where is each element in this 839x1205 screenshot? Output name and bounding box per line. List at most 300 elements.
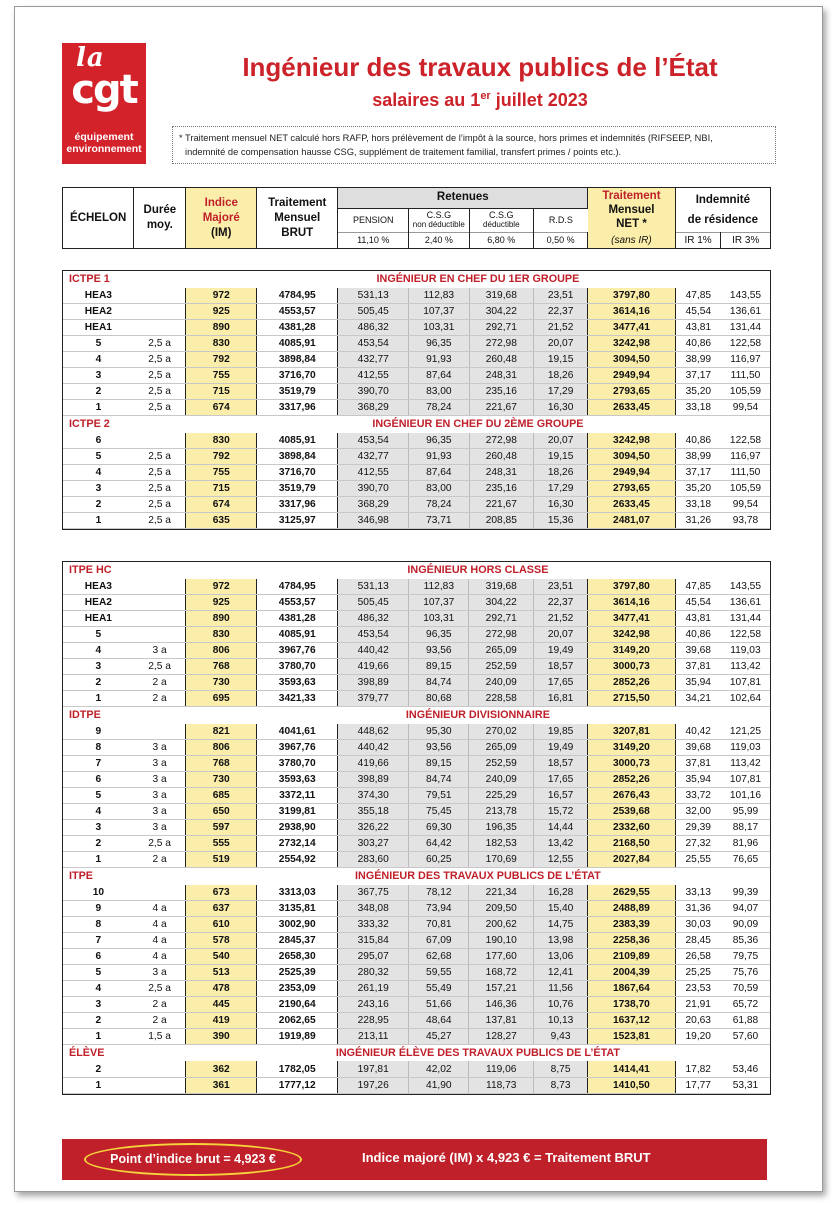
- cell-ir3: 99,54: [721, 497, 770, 513]
- cell-pen: 531,13: [338, 579, 409, 595]
- cell-ech: 5: [63, 627, 134, 643]
- cell-rds: 18,57: [534, 659, 588, 675]
- cell-im: 695: [186, 691, 257, 707]
- cell-im: 445: [186, 996, 257, 1012]
- cell-net: 3149,20: [588, 643, 675, 659]
- cell-rds: 19,49: [534, 740, 588, 756]
- cell-csg1: 70,81: [409, 916, 469, 932]
- cell-ir3: 116,97: [721, 352, 770, 368]
- cell-pen: 390,70: [338, 384, 409, 400]
- cell-ir3: 93,78: [721, 513, 770, 529]
- col-indemnite: [675, 188, 770, 232]
- cell-ech: 8: [63, 740, 134, 756]
- cell-brut: 3135,81: [257, 900, 338, 916]
- cell-csg1: 83,00: [409, 481, 469, 497]
- cell-pen: 453,54: [338, 433, 409, 449]
- cell-im: 792: [186, 449, 257, 465]
- cell-ir1: 33,13: [675, 885, 721, 901]
- cell-csg1: 89,15: [409, 756, 469, 772]
- cell-pen: 280,32: [338, 964, 409, 980]
- cell-im: 830: [186, 433, 257, 449]
- cell-csg2: 319,68: [469, 288, 534, 304]
- cell-rds: 22,37: [534, 595, 588, 611]
- cell-ir3: 122,58: [721, 627, 770, 643]
- cell-ir1: 35,94: [675, 772, 721, 788]
- cell-im: 519: [186, 852, 257, 868]
- cell-dur: 4 a: [134, 900, 186, 916]
- cell-dur: 2,5 a: [134, 497, 186, 513]
- cell-brut: 4784,95: [257, 579, 338, 595]
- page-subtitle: [150, 90, 810, 111]
- cell-dur: 2 a: [134, 852, 186, 868]
- cell-net: 2383,39: [588, 916, 675, 932]
- cell-csg1: 96,35: [409, 336, 469, 352]
- cell-rds: 19,49: [534, 643, 588, 659]
- cell-pen: 368,29: [338, 497, 409, 513]
- cell-brut: 3967,76: [257, 643, 338, 659]
- cell-im: 925: [186, 304, 257, 320]
- cell-net: 3000,73: [588, 659, 675, 675]
- cell-pen: 197,81: [338, 1061, 409, 1077]
- cell-rds: 23,51: [534, 579, 588, 595]
- cell-ir1: 47,85: [675, 288, 721, 304]
- cell-ir3: 102,64: [721, 691, 770, 707]
- cell-dur: 2 a: [134, 996, 186, 1012]
- cell-brut: 3421,33: [257, 691, 338, 707]
- grade-code: ICTPE 1: [69, 273, 110, 285]
- cell-brut: 3313,03: [257, 885, 338, 901]
- cell-brut: 2732,14: [257, 836, 338, 852]
- cell-ir1: 33,72: [675, 788, 721, 804]
- point-indice-badge: Point d’indice brut = 4,923 €: [84, 1143, 302, 1176]
- cell-dur: 2,5 a: [134, 352, 186, 368]
- cell-pen: 412,55: [338, 368, 409, 384]
- cell-rds: 19,15: [534, 352, 588, 368]
- table-row: [63, 724, 770, 740]
- cell-ir1: 26,58: [675, 948, 721, 964]
- grade-title: INGÉNIEUR HORS CLASSE: [407, 564, 549, 576]
- subtitle-sup: er: [480, 90, 491, 102]
- cell-dur: 4 a: [134, 932, 186, 948]
- col-net-line1: Traitement: [602, 190, 661, 202]
- cell-ech: 1: [63, 852, 134, 868]
- cell-ir1: 29,39: [675, 820, 721, 836]
- cell-ir3: 136,61: [721, 304, 770, 320]
- cell-csg1: 73,94: [409, 900, 469, 916]
- cell-rds: 13,98: [534, 932, 588, 948]
- col-indice: [186, 188, 257, 248]
- cell-dur: 2,5 a: [134, 836, 186, 852]
- cell-ech: 5: [63, 964, 134, 980]
- cell-ech: 2: [63, 675, 134, 691]
- rate-rds: 0,50 %: [534, 232, 588, 248]
- cell-csg1: 78,24: [409, 497, 469, 513]
- cell-net: 1867,64: [588, 980, 675, 996]
- cell-dur: 2,5 a: [134, 980, 186, 996]
- cell-ir3: 99,54: [721, 400, 770, 416]
- cell-ech: 1: [63, 513, 134, 529]
- cell-net: 3477,41: [588, 320, 675, 336]
- cell-rds: 23,51: [534, 288, 588, 304]
- cell-pen: 326,22: [338, 820, 409, 836]
- cell-rds: 18,26: [534, 465, 588, 481]
- cell-csg1: 87,64: [409, 368, 469, 384]
- cell-ir3: 131,44: [721, 320, 770, 336]
- cell-im: 830: [186, 336, 257, 352]
- cell-dur: 2 a: [134, 1012, 186, 1028]
- cell-csg2: 240,09: [469, 675, 534, 691]
- cell-ir1: 27,32: [675, 836, 721, 852]
- col-echelon: ÉCHELON: [63, 188, 134, 248]
- cell-dur: 3 a: [134, 756, 186, 772]
- cell-im: 578: [186, 932, 257, 948]
- cell-csg1: 64,42: [409, 836, 469, 852]
- cell-net: 3477,41: [588, 611, 675, 627]
- cell-ir3: 101,16: [721, 788, 770, 804]
- grade-title: INGÉNIEUR ÉLÈVE DES TRAVAUX PUBLICS DE L’ÉTAT: [335, 1046, 620, 1059]
- cell-dur: 2,5 a: [134, 368, 186, 384]
- cell-ech: 4: [63, 643, 134, 659]
- cell-csg2: 260,48: [469, 449, 534, 465]
- cell-net: 2852,26: [588, 675, 675, 691]
- cell-net: 2481,07: [588, 513, 675, 529]
- cell-ir1: 33,18: [675, 497, 721, 513]
- cell-rds: 17,29: [534, 384, 588, 400]
- cell-ir3: 53,46: [721, 1061, 770, 1077]
- cell-net: 2633,45: [588, 400, 675, 416]
- cell-ir1: 17,77: [675, 1077, 721, 1093]
- cell-pen: 505,45: [338, 304, 409, 320]
- cell-brut: 3317,96: [257, 400, 338, 416]
- cell-net: 2332,60: [588, 820, 675, 836]
- cell-pen: 374,30: [338, 788, 409, 804]
- cell-rds: 20,07: [534, 433, 588, 449]
- cell-dur: 2,5 a: [134, 481, 186, 497]
- cell-pen: 432,77: [338, 449, 409, 465]
- col-csg1-label: C.S.G: [426, 210, 452, 220]
- logo-line-2: environnement: [66, 143, 142, 155]
- cell-ir1: 33,18: [675, 400, 721, 416]
- section-header: [63, 271, 770, 288]
- cell-ech: 6: [63, 948, 134, 964]
- cell-brut: 4085,91: [257, 627, 338, 643]
- cell-brut: 3125,97: [257, 513, 338, 529]
- cell-net: 2629,55: [588, 885, 675, 901]
- cell-pen: 379,77: [338, 691, 409, 707]
- cell-net: 2539,68: [588, 804, 675, 820]
- col-indice-line1: Indice: [204, 196, 238, 209]
- cell-pen: 390,70: [338, 481, 409, 497]
- col-ir3: IR 3%: [721, 232, 770, 248]
- cell-csg1: 84,74: [409, 675, 469, 691]
- cell-dur: 4 a: [134, 948, 186, 964]
- salary-table-chief: [62, 270, 771, 530]
- cell-im: 821: [186, 724, 257, 740]
- cell-im: 419: [186, 1012, 257, 1028]
- cell-ir3: 143,55: [721, 288, 770, 304]
- cell-csg2: 137,81: [469, 1012, 534, 1028]
- cell-ir3: 136,61: [721, 595, 770, 611]
- cell-brut: 3593,63: [257, 772, 338, 788]
- cell-im: 478: [186, 980, 257, 996]
- col-net: [588, 188, 675, 232]
- cell-ir3: 131,44: [721, 611, 770, 627]
- table-row: [63, 980, 770, 996]
- cell-pen: 346,98: [338, 513, 409, 529]
- col-brut-line1: Traitement: [268, 196, 327, 209]
- cell-csg2: 225,29: [469, 788, 534, 804]
- cell-dur: 2,5 a: [134, 400, 186, 416]
- cell-dur: 3 a: [134, 740, 186, 756]
- cell-rds: 8,75: [534, 1061, 588, 1077]
- section-header: [63, 868, 770, 885]
- cell-rds: 17,65: [534, 772, 588, 788]
- section-header: [63, 416, 770, 433]
- cell-ir3: 113,42: [721, 659, 770, 675]
- cell-brut: 3002,90: [257, 916, 338, 932]
- footer-banner: [62, 1139, 767, 1180]
- cell-rds: 12,55: [534, 852, 588, 868]
- grade-title: INGÉNIEUR EN CHEF DU 1ER GROUPE: [376, 273, 580, 285]
- cell-ir3: 90,09: [721, 916, 770, 932]
- cell-brut: 4041,61: [257, 724, 338, 740]
- logo-subtitle: [62, 131, 146, 155]
- cell-pen: 213,11: [338, 1028, 409, 1044]
- cell-csg2: 196,35: [469, 820, 534, 836]
- cell-ir3: 88,17: [721, 820, 770, 836]
- cell-pen: 448,62: [338, 724, 409, 740]
- cell-ech: HEA2: [63, 304, 134, 320]
- cell-ech: 3: [63, 820, 134, 836]
- cell-csg1: 67,09: [409, 932, 469, 948]
- table-row: [63, 336, 770, 352]
- cell-rds: 16,57: [534, 788, 588, 804]
- cgt-logo: [62, 43, 146, 164]
- table-row: [63, 772, 770, 788]
- cell-im: 755: [186, 465, 257, 481]
- cell-brut: 2938,90: [257, 820, 338, 836]
- cell-csg2: 119,06: [469, 1061, 534, 1077]
- grade-title: INGÉNIEUR EN CHEF DU 2ÈME GROUPE: [372, 418, 584, 431]
- cell-ir1: 30,03: [675, 916, 721, 932]
- cell-csg1: 84,74: [409, 772, 469, 788]
- cell-ir1: 38,99: [675, 352, 721, 368]
- cell-ech: 7: [63, 756, 134, 772]
- cell-csg1: 93,56: [409, 643, 469, 659]
- cell-ir3: 105,59: [721, 384, 770, 400]
- cell-ir1: 23,53: [675, 980, 721, 996]
- cell-pen: 453,54: [338, 627, 409, 643]
- cell-pen: 398,89: [338, 772, 409, 788]
- cell-dur: 3 a: [134, 772, 186, 788]
- cell-ir3: 107,81: [721, 675, 770, 691]
- cell-net: 3797,80: [588, 288, 675, 304]
- cell-pen: 303,27: [338, 836, 409, 852]
- cell-pen: 486,32: [338, 611, 409, 627]
- cell-ir1: 35,20: [675, 481, 721, 497]
- cell-rds: 20,07: [534, 627, 588, 643]
- table-row: [63, 352, 770, 368]
- cell-csg2: 221,67: [469, 497, 534, 513]
- cell-ir1: 38,99: [675, 449, 721, 465]
- col-brut-line2: Mensuel: [274, 211, 321, 224]
- cell-rds: 17,29: [534, 481, 588, 497]
- cell-ir1: 25,55: [675, 852, 721, 868]
- cell-ir3: 111,50: [721, 465, 770, 481]
- section-header: [63, 562, 770, 579]
- table-row: [63, 932, 770, 948]
- cell-pen: 419,66: [338, 756, 409, 772]
- cell-rds: 20,07: [534, 336, 588, 352]
- cell-ir3: 57,60: [721, 1028, 770, 1044]
- cell-im: 390: [186, 1028, 257, 1044]
- cell-net: 3797,80: [588, 579, 675, 595]
- cell-ech: 2: [63, 1012, 134, 1028]
- table-row: [63, 465, 770, 481]
- cell-csg2: 272,98: [469, 627, 534, 643]
- cell-ech: 1: [63, 691, 134, 707]
- cell-net: 3242,98: [588, 433, 675, 449]
- cell-brut: 4784,95: [257, 288, 338, 304]
- table-row: [63, 513, 770, 529]
- cell-im: 673: [186, 885, 257, 901]
- table-row: [63, 368, 770, 384]
- cell-net: 2633,45: [588, 497, 675, 513]
- cell-csg1: 41,90: [409, 1077, 469, 1093]
- col-net-sub: (sans IR): [588, 232, 675, 248]
- cell-rds: 16,30: [534, 497, 588, 513]
- cell-ir3: 95,99: [721, 804, 770, 820]
- cell-ech: 4: [63, 980, 134, 996]
- cell-pen: 348,08: [338, 900, 409, 916]
- cell-net: 2793,65: [588, 481, 675, 497]
- cell-im: 972: [186, 288, 257, 304]
- cell-pen: 419,66: [338, 659, 409, 675]
- cell-csg1: 89,15: [409, 659, 469, 675]
- cell-ir3: 119,03: [721, 643, 770, 659]
- cell-csg2: 221,67: [469, 400, 534, 416]
- cell-im: 890: [186, 611, 257, 627]
- cell-rds: 14,75: [534, 916, 588, 932]
- rate-pension: 11,10 %: [338, 232, 409, 248]
- cell-ir1: 37,17: [675, 368, 721, 384]
- cell-ech: 1: [63, 400, 134, 416]
- table-row: [63, 497, 770, 513]
- cell-ir3: 121,25: [721, 724, 770, 740]
- cell-csg2: 177,60: [469, 948, 534, 964]
- col-retenues: Retenues: [338, 188, 588, 208]
- cell-ech: 1: [63, 1028, 134, 1044]
- cell-pen: 197,26: [338, 1077, 409, 1093]
- cell-csg2: 200,62: [469, 916, 534, 932]
- formula-text: Indice majoré (IM) x 4,923 € = Traitement BRUT: [362, 1150, 651, 1165]
- table-row: [63, 691, 770, 707]
- cell-ech: HEA3: [63, 579, 134, 595]
- cell-pen: 243,16: [338, 996, 409, 1012]
- cell-ir3: 75,76: [721, 964, 770, 980]
- cell-brut: 2525,39: [257, 964, 338, 980]
- cell-csg1: 95,30: [409, 724, 469, 740]
- cell-net: 3000,73: [588, 756, 675, 772]
- cell-rds: 9,43: [534, 1028, 588, 1044]
- cell-dur: [134, 611, 186, 627]
- logo-la-text: la: [76, 43, 105, 73]
- grade-code: ITPE HC: [69, 564, 112, 576]
- cell-im: 674: [186, 400, 257, 416]
- cell-im: 755: [186, 368, 257, 384]
- cell-ir3: 53,31: [721, 1077, 770, 1093]
- table-row: [63, 948, 770, 964]
- cell-net: 2676,43: [588, 788, 675, 804]
- col-csg-non-deductible: [409, 208, 469, 232]
- rate-csg2: 6,80 %: [469, 232, 534, 248]
- cell-brut: 3716,70: [257, 368, 338, 384]
- table-row: [63, 433, 770, 449]
- cell-im: 925: [186, 595, 257, 611]
- cell-rds: 13,06: [534, 948, 588, 964]
- cell-ech: 5: [63, 336, 134, 352]
- section-header: [63, 1044, 770, 1061]
- cell-im: 830: [186, 627, 257, 643]
- cell-ir3: 122,58: [721, 336, 770, 352]
- cell-ir3: 81,96: [721, 836, 770, 852]
- cell-dur: [134, 320, 186, 336]
- table-row: [63, 449, 770, 465]
- cell-ir1: 35,20: [675, 384, 721, 400]
- page-title: Ingénieur des travaux publics de l’État: [242, 52, 718, 82]
- table-row: [63, 384, 770, 400]
- cell-ech: 2: [63, 1061, 134, 1077]
- cell-dur: 2,5 a: [134, 513, 186, 529]
- cell-pen: 412,55: [338, 465, 409, 481]
- grade-code: ÉLÈVE: [69, 1046, 105, 1059]
- cell-ir1: 37,81: [675, 659, 721, 675]
- cell-ir1: 19,20: [675, 1028, 721, 1044]
- cell-rds: 19,85: [534, 724, 588, 740]
- cell-csg1: 60,25: [409, 852, 469, 868]
- cell-rds: 8,73: [534, 1077, 588, 1093]
- table-row: [63, 996, 770, 1012]
- cell-ir1: 37,17: [675, 465, 721, 481]
- cell-dur: 3 a: [134, 788, 186, 804]
- cell-csg1: 103,31: [409, 320, 469, 336]
- cell-rds: 14,44: [534, 820, 588, 836]
- cell-csg1: 48,64: [409, 1012, 469, 1028]
- footnote-line-1: * Traitement mensuel NET calculé hors RAFP, hors prélèvement de l’impôt à la source, hors primes et indemnités (RIFSEEP, NBI,: [179, 133, 713, 143]
- cell-ech: 7: [63, 932, 134, 948]
- cell-net: 3614,16: [588, 304, 675, 320]
- cell-ir1: 45,54: [675, 595, 721, 611]
- col-net-line2: Mensuel: [608, 204, 655, 216]
- cell-pen: 368,29: [338, 400, 409, 416]
- cell-net: 3242,98: [588, 336, 675, 352]
- cell-ech: 4: [63, 352, 134, 368]
- cell-csg1: 107,37: [409, 304, 469, 320]
- cell-rds: 19,15: [534, 449, 588, 465]
- cell-csg2: 240,09: [469, 772, 534, 788]
- cell-ir1: 25,25: [675, 964, 721, 980]
- cell-ech: HEA1: [63, 320, 134, 336]
- footnote-line-2: indemnité de compensation hausse CSG, supplément de traitement familial, transfert primes / points etc.).: [185, 147, 622, 157]
- cell-net: 3149,20: [588, 740, 675, 756]
- cell-pen: 531,13: [338, 288, 409, 304]
- table-row: [63, 400, 770, 416]
- cell-ir1: 17,82: [675, 1061, 721, 1077]
- cell-ech: 6: [63, 433, 134, 449]
- cell-ir3: 85,36: [721, 932, 770, 948]
- cell-brut: 4553,57: [257, 304, 338, 320]
- table-row: [63, 740, 770, 756]
